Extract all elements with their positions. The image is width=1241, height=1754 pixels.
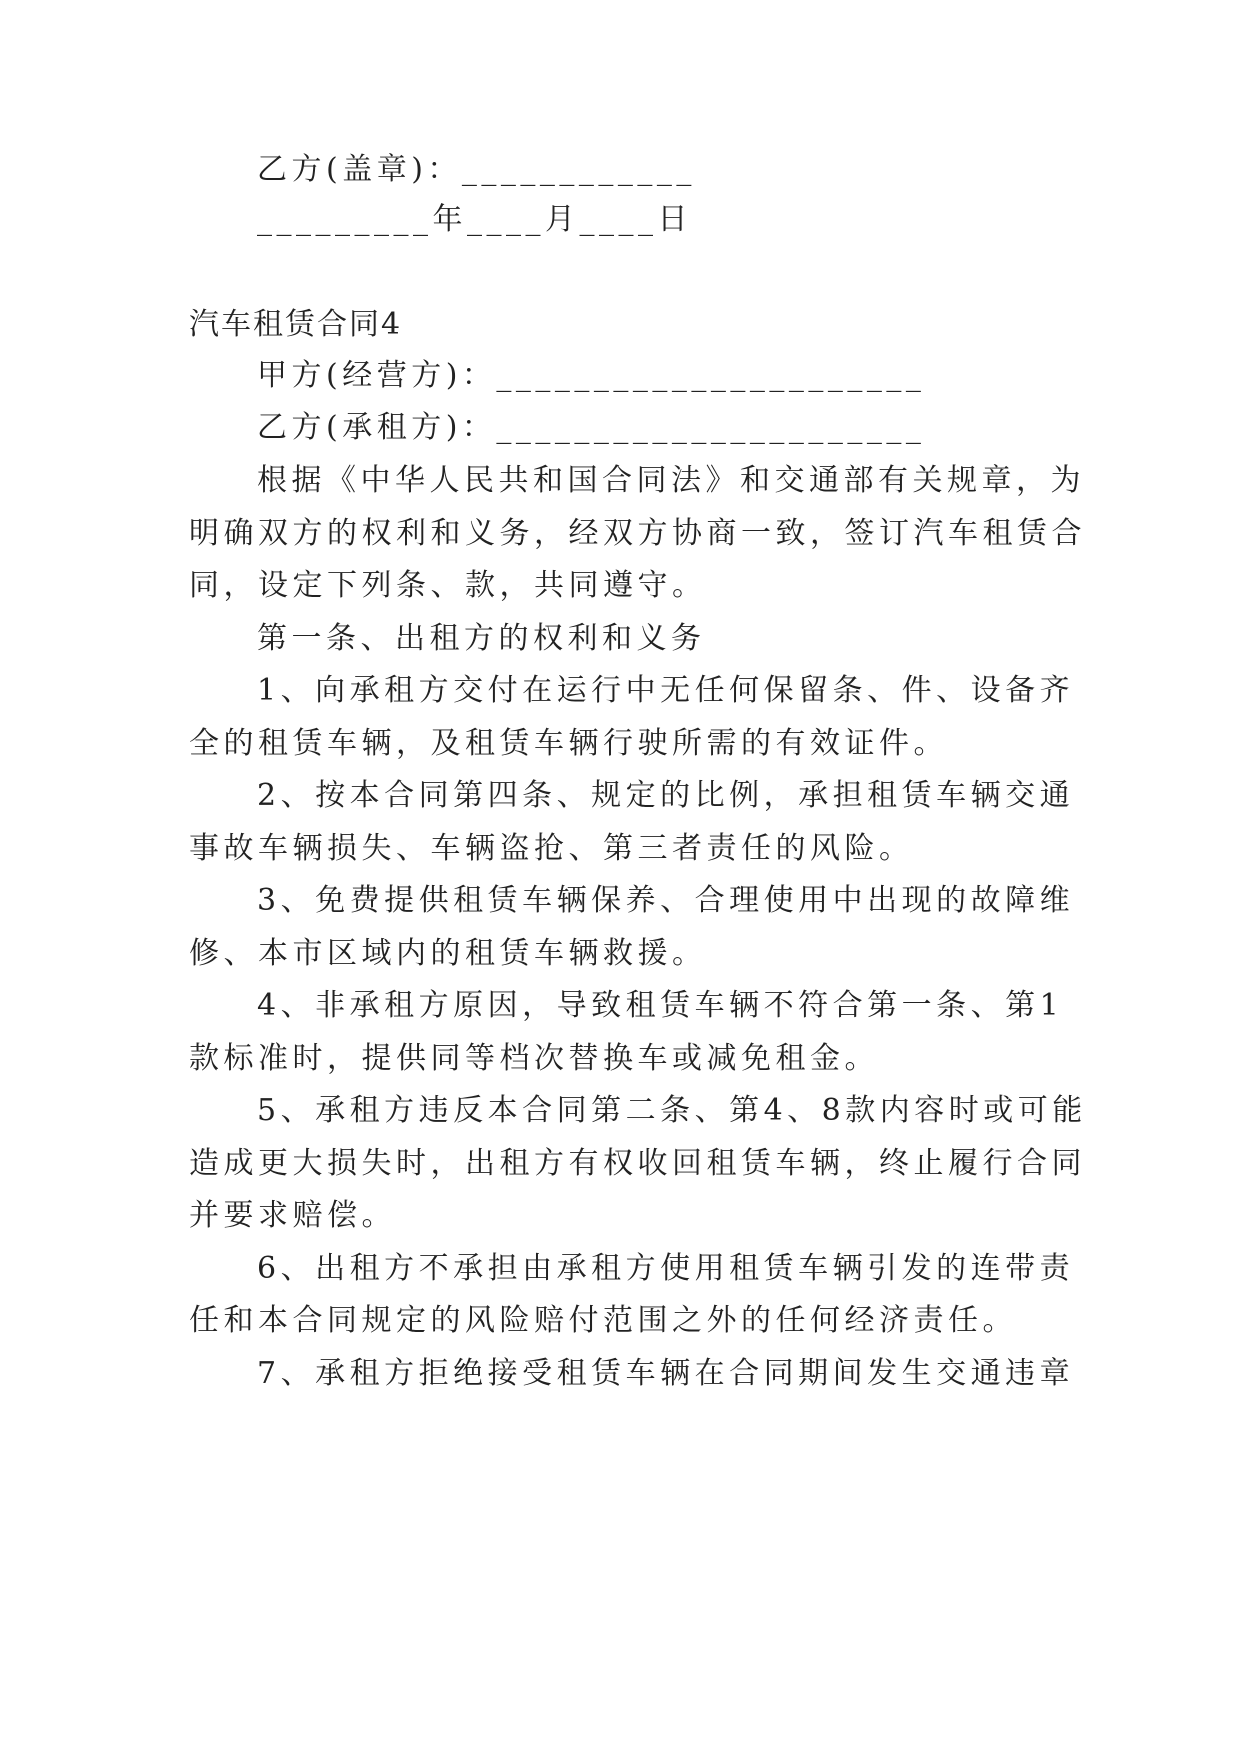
clause-line: 并要求赔偿。 [189,1198,396,1233]
clause-line: 修、本市区域内的租赁车辆救援。 [189,936,707,971]
clause-line: 3、免费提供租赁车辆保养、合理使用中出现的故障维 [257,883,1075,918]
party-b-seal-line: 乙方(盖章)：____________ [257,152,696,187]
clause-line: 款标准时，提供同等档次替换车或减免租金。 [189,1041,879,1076]
clause-line: 6、出租方不承担由承租方使用租赁车辆引发的连带责 [257,1251,1075,1286]
clause-line: 事故车辆损失、车辆盗抢、第三者责任的风险。 [189,831,914,866]
party-a-line: 甲方(经营方)：______________________ [257,358,926,393]
clause-line: 5、承租方违反本合同第二条、第4、8款内容时或可能 [257,1093,1087,1128]
article-heading: 第一条、出租方的权利和义务 [257,621,706,656]
party-b-line: 乙方(承租方)：______________________ [257,410,926,445]
clause-line: 4、非承租方原因，导致租赁车辆不符合第一条、第1 [257,988,1064,1023]
clause-line: 全的租赁车辆，及租赁车辆行驶所需的有效证件。 [189,726,948,761]
contract-title: 汽车租赁合同4 [189,307,403,342]
clause-line: 7、承租方拒绝接受租赁车辆在合同期间发生交通违章 [257,1356,1075,1391]
intro-paragraph-line: 明确双方的权利和义务，经双方协商一致，签订汽车租赁合 [189,516,1086,551]
clause-line: 造成更大损失时，出租方有权收回租赁车辆，终止履行合同 [189,1146,1086,1181]
signature-date-line: _________年____月____日 [257,202,692,237]
intro-paragraph-line: 根据《中华人民共和国合同法》和交通部有关规章，为 [257,463,1085,498]
clause-line: 2、按本合同第四条、规定的比例，承担租赁车辆交通 [257,778,1075,813]
clause-line: 任和本合同规定的风险赔付范围之外的任何经济责任。 [189,1303,1017,1338]
clause-line: 1、向承租方交付在运行中无任何保留条、件、设备齐 [257,673,1075,708]
intro-paragraph-line: 同，设定下列条、款，共同遵守。 [189,568,707,603]
